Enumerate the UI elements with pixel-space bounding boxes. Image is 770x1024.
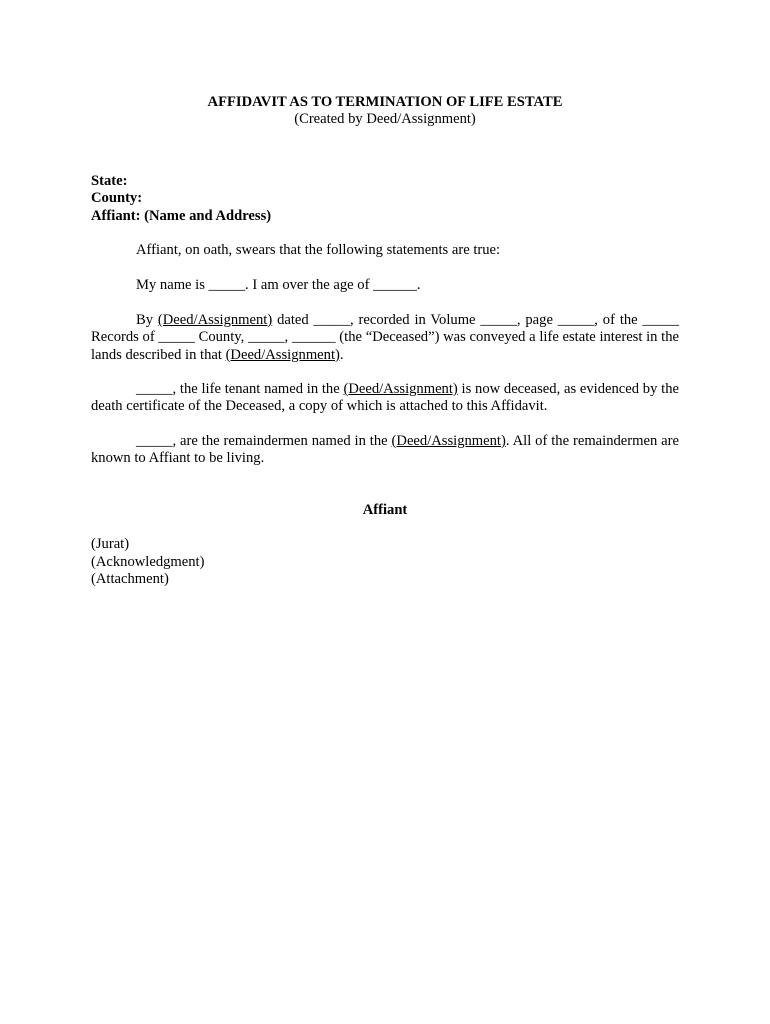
remaindermen-text-b: . All of the remaindermen are known to Affiant to be living.: [91, 432, 679, 467]
deed-assignment-ref: (Deed/Assignment): [391, 432, 506, 449]
affiant-name-address-label: Affiant: (Name and Address): [91, 207, 272, 224]
county-label: County:: [91, 190, 143, 207]
conveyance-text-a: By: [136, 311, 158, 328]
life-tenant-text-b: is now deceased, as evidenced by the death certificate of the Deceased, a copy of which is attached to this Affidavit.: [91, 381, 679, 415]
state-label: State:: [91, 172, 128, 189]
footer-notes: [91, 536, 679, 588]
document-page: [91, 94, 679, 588]
affiant-signature-label: Affiant: [362, 501, 408, 518]
life-tenant-text-a: _____, the life tenant named in the: [136, 381, 344, 398]
deed-assignment-ref: (Deed/Assignment): [343, 381, 458, 398]
paragraph-conveyance: [91, 312, 679, 364]
deed-assignment-ref: (Deed/Assignment): [225, 346, 340, 363]
attachment-note: (Attachment): [91, 570, 169, 587]
header-fields: [91, 173, 679, 225]
document-subtitle: (Created by Deed/Assignment): [294, 111, 476, 128]
paragraph-life-tenant: [91, 381, 679, 416]
conveyance-text-c: .: [339, 346, 344, 363]
jurat-note: (Jurat): [91, 536, 130, 553]
acknowledgment-note: (Acknowledgment): [91, 553, 205, 570]
paragraph-oath: Affiant, on oath, swears that the following statements are true:: [136, 242, 501, 259]
document-title: AFFIDAVIT AS TO TERMINATION OF LIFE ESTATE: [207, 94, 563, 110]
paragraph-remaindermen: [91, 433, 679, 468]
deed-assignment-ref: (Deed/Assignment): [157, 311, 273, 328]
conveyance-text-b: dated _____, recorded in Volume _____, page _____, of the _____ Records of _____ County, _____, ______ (the “Deceased”) was conveyed a life estate interest in the lands described in that: [91, 311, 679, 363]
paragraph-name-age: My name is _____. I am over the age of ______.: [136, 277, 421, 294]
remaindermen-text-a: _____, are the remaindermen named in the: [136, 432, 392, 449]
